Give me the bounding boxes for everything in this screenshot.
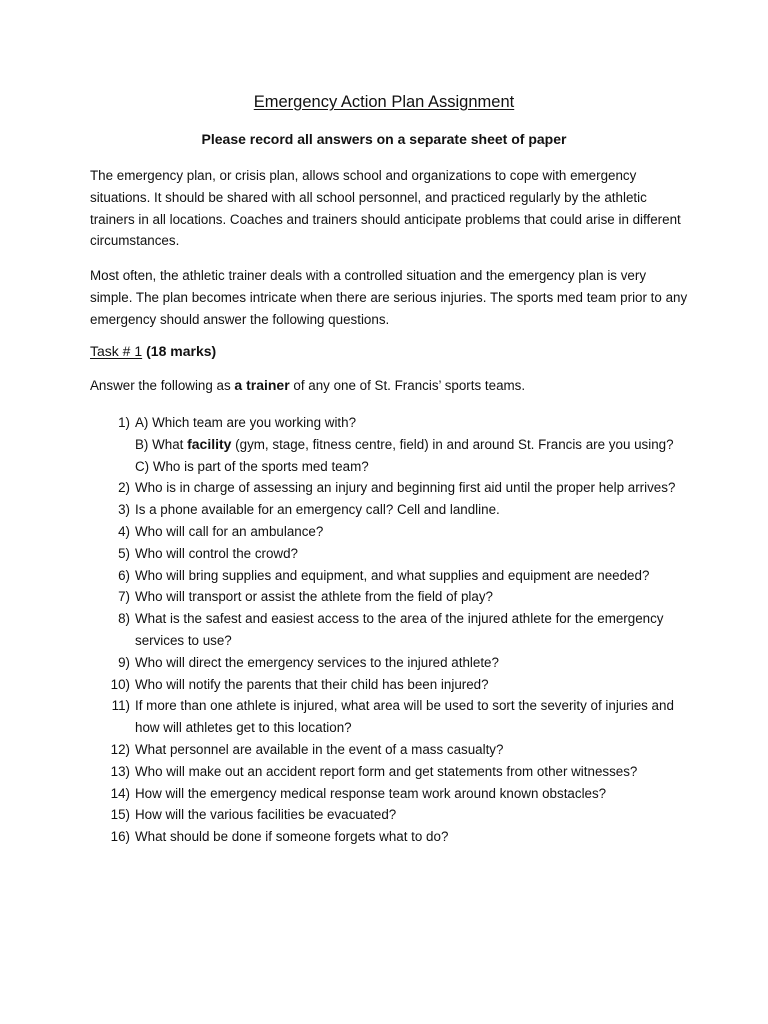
- question-item-10: [90, 674, 690, 696]
- task-label: Task # 1: [90, 343, 143, 359]
- question-item-11: [90, 695, 690, 739]
- question-number: 2): [118, 480, 130, 496]
- question-item-15: [90, 804, 690, 826]
- question-number: 10): [110, 676, 130, 692]
- document-subtitle: Please record all answers on a separate sheet of paper: [201, 131, 567, 147]
- question-number: 7): [118, 589, 130, 605]
- task-heading: [90, 343, 216, 359]
- document-title: Emergency Action Plan Assignment: [253, 93, 515, 111]
- question-number: 11): [111, 698, 130, 714]
- task-marks: (18 marks): [146, 343, 217, 359]
- question-text: Who will notify the parents that their child has been injured?: [135, 676, 489, 692]
- question-1b-end: (gym, stage, fitness centre, field) in and around St. Francis are you using?: [231, 436, 674, 452]
- question-text: Who will control the crowd?: [135, 545, 298, 561]
- question-text: Who will direct the emergency services to the injured athlete?: [135, 654, 499, 670]
- question-item-14: [90, 783, 690, 805]
- question-1c: C) Who is part of the sports med team?: [135, 458, 369, 474]
- question-item-13: [90, 761, 690, 783]
- question-number: 16): [110, 829, 130, 845]
- question-text: Who is in charge of assessing an injury and beginning first aid until the proper help arrives?: [135, 480, 676, 496]
- question-item-9: [90, 652, 690, 674]
- question-item-2: [90, 477, 690, 499]
- question-number: 5): [118, 545, 130, 561]
- question-item-6: [90, 565, 690, 587]
- question-number: 3): [118, 502, 130, 518]
- question-number: 13): [110, 763, 130, 779]
- question-item-7: [90, 586, 690, 608]
- question-1a: A) Which team are you working with?: [135, 415, 357, 430]
- question-item-16: [90, 826, 690, 848]
- question-text: How will the various facilities be evacuated?: [135, 807, 397, 823]
- question-text: What is the safest and easiest access to the area of the injured athlete for the emergency services to use?: [135, 611, 664, 648]
- question-text: Who will make out an accident report form and get statements from other witnesses?: [135, 763, 638, 779]
- question-number: 15): [110, 807, 130, 823]
- question-number: 14): [110, 785, 130, 801]
- question-text: Is a phone available for an emergency call? Cell and landline.: [135, 502, 500, 518]
- question-item-12: [90, 739, 690, 761]
- question-text: If more than one athlete is injured, what area will be used to sort the severity of injuries and how will athletes get to this location?: [135, 698, 674, 736]
- intro-paragraph-2: Most often, the athletic trainer deals with a controlled situation and the emergency plan is very simple. The plan becomes intricate when there are serious injuries. The sports med team prior to any emergency should answer the following questions.: [90, 268, 688, 327]
- question-text: What should be done if someone forgets what to do?: [135, 829, 449, 845]
- instructions-text-end: of any one of St. Francis’ sports teams.: [289, 378, 526, 393]
- question-number: 9): [118, 654, 130, 670]
- instructions-emphasis: a trainer: [234, 377, 290, 393]
- question-number: 12): [110, 741, 130, 757]
- question-list: [90, 412, 690, 848]
- question-number: 4): [118, 523, 130, 539]
- question-text: Who will call for an ambulance?: [135, 523, 324, 539]
- question-number: 8): [118, 611, 130, 627]
- question-item-5: [90, 543, 690, 565]
- question-text: How will the emergency medical response team work around known obstacles?: [135, 785, 607, 801]
- question-item-8: [90, 608, 690, 652]
- question-item-4: [90, 521, 690, 543]
- question-1b: [135, 434, 690, 456]
- question-1b-emphasis: facility: [187, 435, 232, 452]
- task-instructions: [90, 377, 525, 393]
- question-text: Who will bring supplies and equipment, and what supplies and equipment are needed?: [135, 567, 650, 583]
- instructions-text-start: Answer the following as: [90, 378, 235, 393]
- question-number: 6): [118, 567, 130, 583]
- intro-paragraph-1: The emergency plan, or crisis plan, allows school and organizations to cope with emergency situations. It should be shared with all school personnel, and practiced regularly by the athletic trainers in all locations. Coaches and trainers should anticipate problems that could arise in different circumstances.: [90, 168, 681, 249]
- question-item-1: [90, 412, 690, 477]
- question-item-3: [90, 499, 690, 521]
- question-text: Who will transport or assist the athlete from the field of play?: [135, 589, 493, 605]
- question-1b-start: B) What: [135, 436, 188, 452]
- question-text: What personnel are available in the event of a mass casualty?: [135, 741, 504, 757]
- question-number: 1): [118, 415, 130, 430]
